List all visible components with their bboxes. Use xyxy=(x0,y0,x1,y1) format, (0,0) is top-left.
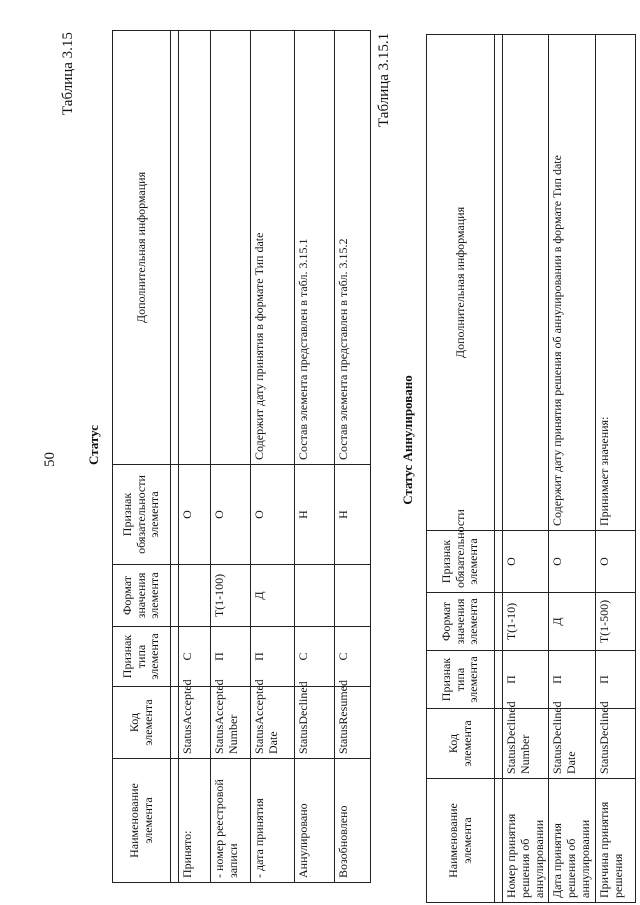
table-3-15-1-caption: Статус Аннулировано xyxy=(400,375,415,505)
cell-element-code: StatusDeclined Date xyxy=(549,709,595,779)
table-3-15-caption: Статус xyxy=(86,425,101,466)
cell-value-format xyxy=(335,565,371,627)
table-3-15-label: Таблица 3.15 xyxy=(60,32,76,115)
table-row xyxy=(295,31,335,883)
cell-element-code: StatusDeclined xyxy=(595,709,635,779)
table-row xyxy=(503,35,549,903)
cell-mandatory-flag: Н xyxy=(295,465,335,565)
cell-additional-info: Принимает значения: xyxy=(595,35,635,531)
table-3-15-1 xyxy=(426,34,636,903)
cell-element-name: Причина принятия решения xyxy=(595,779,635,903)
cell-element-type: П xyxy=(595,651,635,709)
cell-mandatory-flag: О xyxy=(595,531,635,593)
cell-value-format xyxy=(295,565,335,627)
header-element-code: Код элемента xyxy=(113,687,171,759)
table-row xyxy=(251,31,295,883)
cell-value-format: T(1-500) xyxy=(595,593,635,651)
cell-element-code: StatusDeclined Number xyxy=(503,709,549,779)
cell-additional-info: Состав элемента представлен в табл. 3.15.2 xyxy=(335,31,371,465)
cell-element-type: П xyxy=(211,627,251,687)
cell-element-code: StatusAccepted Number xyxy=(211,687,251,759)
header-element-type: Признак типа элемента xyxy=(427,651,495,709)
table-3-15-1-spacer-row xyxy=(495,35,503,903)
cell-element-name: - дата принятия xyxy=(251,759,295,883)
table-3-15-1-header-row xyxy=(427,35,495,903)
cell-element-name: Номер принятия решения об аннулировании xyxy=(503,779,549,903)
cell-element-code: StatusAccepted xyxy=(179,687,211,759)
header-value-format: Формат значения элемента xyxy=(427,593,495,651)
cell-element-type: П xyxy=(549,651,595,709)
cell-element-name: - номер реестровой записи xyxy=(211,759,251,883)
cell-value-format: Д xyxy=(549,593,595,651)
header-element-name: Наименование элемента xyxy=(113,759,171,883)
table-3-15-header-row xyxy=(113,31,171,883)
header-mandatory-flag: Признак обязательности элемента xyxy=(427,531,495,593)
cell-additional-info xyxy=(179,31,211,465)
cell-mandatory-flag: О xyxy=(211,465,251,565)
table-row xyxy=(595,35,635,903)
cell-element-type: П xyxy=(503,651,549,709)
table-row xyxy=(335,31,371,883)
cell-value-format: T(1-100) xyxy=(211,565,251,627)
cell-additional-info xyxy=(503,35,549,531)
cell-mandatory-flag: О xyxy=(179,465,211,565)
page-number: 50 xyxy=(42,452,58,467)
cell-value-format: Д xyxy=(251,565,295,627)
header-element-type: Признак типа элемента xyxy=(113,627,171,687)
cell-element-name: Возобновлено xyxy=(335,759,371,883)
cell-mandatory-flag: О xyxy=(503,531,549,593)
table-3-15-spacer-row xyxy=(171,31,179,883)
cell-element-name: Дата принятия решения об аннулировании xyxy=(549,779,595,903)
cell-mandatory-flag: Н xyxy=(335,465,371,565)
cell-element-code: StatusResumed xyxy=(335,687,371,759)
table-row xyxy=(179,31,211,883)
cell-additional-info: Содержит дату принятия в формате Тип date xyxy=(251,31,295,465)
cell-element-code: StatusAccepted Date xyxy=(251,687,295,759)
cell-element-code: StatusDeclined xyxy=(295,687,335,759)
header-mandatory-flag: Признак обязательности элемента xyxy=(113,465,171,565)
cell-element-type: С xyxy=(335,627,371,687)
cell-additional-info: Содержит дату принятия решения об аннулировании в формате Тип date xyxy=(549,35,595,531)
table-row xyxy=(211,31,251,883)
header-additional-info: Дополнительная информация xyxy=(113,31,171,465)
table-row xyxy=(549,35,595,903)
header-value-format: Формат значения элемента xyxy=(113,565,171,627)
header-element-code: Код элемента xyxy=(427,709,495,779)
cell-additional-info xyxy=(211,31,251,465)
table-3-15-1-label: Таблица 3.15.1 xyxy=(376,32,392,127)
cell-element-type: С xyxy=(295,627,335,687)
cell-element-type: П xyxy=(251,627,295,687)
cell-additional-info: Состав элемента представлен в табл. 3.15.1 xyxy=(295,31,335,465)
header-element-name: Наименование элемента xyxy=(427,779,495,903)
cell-element-type: С xyxy=(179,627,211,687)
header-additional-info: Дополнительная информация xyxy=(427,35,495,531)
cell-value-format: T(1-10) xyxy=(503,593,549,651)
table-3-15 xyxy=(112,30,371,883)
cell-mandatory-flag: О xyxy=(549,531,595,593)
cell-value-format xyxy=(179,565,211,627)
cell-element-name: Аннулировано xyxy=(295,759,335,883)
cell-element-name: Принято: xyxy=(179,759,211,883)
cell-mandatory-flag: О xyxy=(251,465,295,565)
